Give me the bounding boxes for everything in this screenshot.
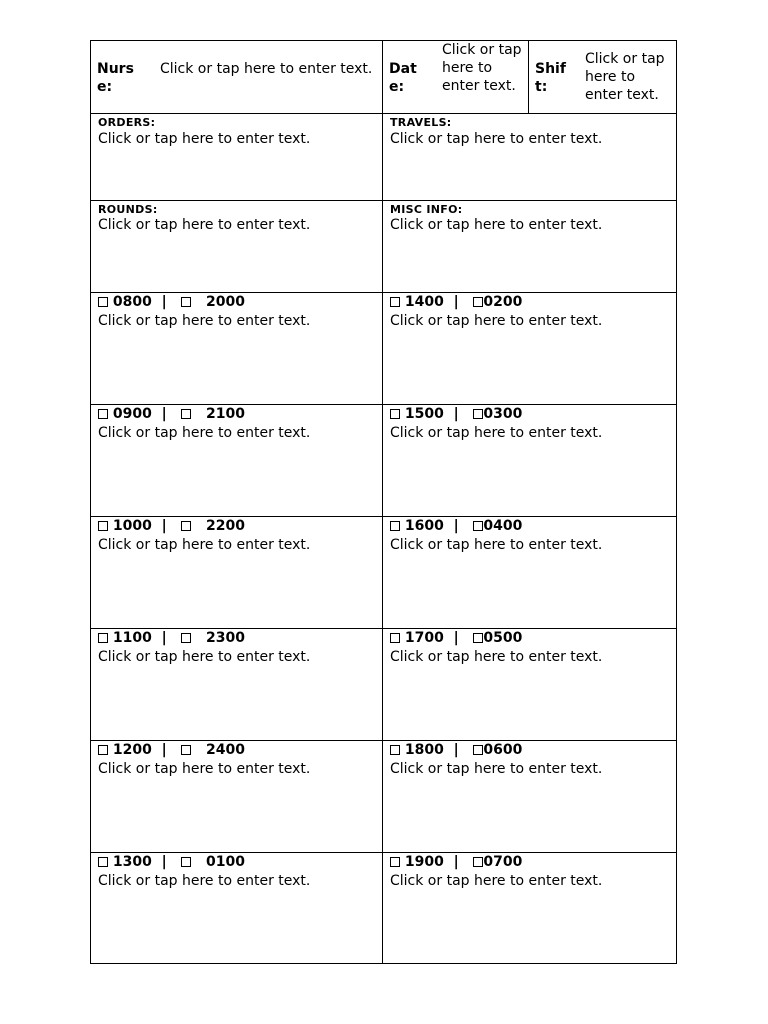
time-label: 1600	[404, 518, 444, 534]
checkbox-right-1-a[interactable]	[390, 409, 400, 419]
time-cell-left-3	[91, 629, 383, 741]
travels-label: TRAVELS:	[390, 116, 452, 129]
time-checkbox-line	[390, 293, 522, 311]
checkbox-right-5-a[interactable]	[390, 857, 400, 867]
time-label: 0300	[483, 406, 523, 422]
checkbox-left-5-b[interactable]	[181, 857, 191, 867]
separator: |	[453, 294, 459, 310]
shift-label: Shift:	[535, 61, 566, 95]
checkbox-right-1-b[interactable]	[473, 409, 483, 419]
nurse-field[interactable]: Click or tap here to enter text.	[160, 61, 373, 77]
time-cell-left-0	[91, 293, 383, 405]
time-entry-field[interactable]: Click or tap here to enter text.	[98, 425, 311, 441]
separator: |	[161, 742, 167, 758]
checkbox-left-4-a[interactable]	[98, 745, 108, 755]
checkbox-left-5-a[interactable]	[98, 857, 108, 867]
checkbox-left-3-b[interactable]	[181, 633, 191, 643]
time-cell-right-5	[383, 853, 677, 965]
time-entry-field[interactable]: Click or tap here to enter text.	[98, 537, 311, 553]
time-checkbox-line	[390, 629, 522, 647]
travels-field[interactable]: Click or tap here to enter text.	[390, 131, 603, 147]
time-cell-left-2	[91, 517, 383, 629]
checkbox-left-2-a[interactable]	[98, 521, 108, 531]
time-entry-field[interactable]: Click or tap here to enter text.	[390, 649, 603, 665]
separator: |	[453, 742, 459, 758]
time-label: 0100	[205, 854, 245, 870]
travels-cell	[383, 114, 677, 201]
shift-field[interactable]: Click or tap here to enter text.	[585, 51, 665, 103]
time-cell-left-1	[91, 405, 383, 517]
separator: |	[453, 854, 459, 870]
rounds-label: ROUNDS:	[98, 203, 158, 216]
time-cell-left-5	[91, 853, 383, 965]
time-cell-left-4	[91, 741, 383, 853]
checkbox-right-2-b[interactable]	[473, 521, 483, 531]
checkbox-left-0-a[interactable]	[98, 297, 108, 307]
time-entry-field[interactable]: Click or tap here to enter text.	[390, 761, 603, 777]
separator: |	[161, 518, 167, 534]
time-label: 2200	[205, 518, 245, 534]
shift-cell	[529, 41, 677, 114]
rounds-cell	[91, 201, 383, 293]
time-label: 2400	[205, 742, 245, 758]
time-label: 1500	[404, 406, 444, 422]
time-entry-field[interactable]: Click or tap here to enter text.	[390, 313, 603, 329]
time-label: 0800	[112, 294, 152, 310]
checkbox-left-1-b[interactable]	[181, 409, 191, 419]
time-entry-field[interactable]: Click or tap here to enter text.	[98, 313, 311, 329]
time-checkbox-line	[98, 853, 245, 871]
time-label: 0500	[483, 630, 523, 646]
separator: |	[453, 518, 459, 534]
orders-label: ORDERS:	[98, 116, 156, 129]
time-cell-right-0	[383, 293, 677, 405]
date-field[interactable]: Click or tap here to enter text.	[442, 42, 522, 94]
checkbox-left-2-b[interactable]	[181, 521, 191, 531]
time-cell-right-4	[383, 741, 677, 853]
rounds-field[interactable]: Click or tap here to enter text.	[98, 217, 311, 233]
time-checkbox-line	[390, 517, 522, 535]
time-checkbox-line	[98, 517, 245, 535]
time-entry-field[interactable]: Click or tap here to enter text.	[98, 649, 311, 665]
checkbox-right-5-b[interactable]	[473, 857, 483, 867]
date-cell	[383, 41, 529, 114]
separator: |	[161, 854, 167, 870]
checkbox-right-4-a[interactable]	[390, 745, 400, 755]
time-checkbox-line	[98, 293, 245, 311]
date-label: Date:	[389, 61, 417, 95]
time-entry-field[interactable]: Click or tap here to enter text.	[98, 761, 311, 777]
time-label: 0700	[483, 854, 523, 870]
time-label: 0600	[483, 742, 523, 758]
misc-info-label: MISC INFO:	[390, 203, 463, 216]
separator: |	[453, 630, 459, 646]
time-checkbox-line	[390, 853, 522, 871]
separator: |	[161, 406, 167, 422]
time-label: 0200	[483, 294, 523, 310]
time-entry-field[interactable]: Click or tap here to enter text.	[98, 873, 311, 889]
checkbox-right-0-b[interactable]	[473, 297, 483, 307]
time-label: 2300	[205, 630, 245, 646]
checkbox-right-0-a[interactable]	[390, 297, 400, 307]
orders-cell	[91, 114, 383, 201]
time-checkbox-line	[390, 405, 522, 423]
checkbox-right-2-a[interactable]	[390, 521, 400, 531]
time-cell-right-2	[383, 517, 677, 629]
checkbox-right-3-a[interactable]	[390, 633, 400, 643]
time-label: 1200	[112, 742, 152, 758]
checkbox-left-3-a[interactable]	[98, 633, 108, 643]
time-checkbox-line	[98, 629, 245, 647]
orders-field[interactable]: Click or tap here to enter text.	[98, 131, 311, 147]
time-label: 1400	[404, 294, 444, 310]
separator: |	[453, 406, 459, 422]
time-label: 1100	[112, 630, 152, 646]
time-entry-field[interactable]: Click or tap here to enter text.	[390, 537, 603, 553]
time-cell-right-3	[383, 629, 677, 741]
time-label: 1800	[404, 742, 444, 758]
checkbox-left-0-b[interactable]	[181, 297, 191, 307]
time-label: 0400	[483, 518, 523, 534]
nurse-cell	[91, 41, 383, 114]
nurse-label: Nurse:	[97, 61, 134, 95]
time-label: 2000	[205, 294, 245, 310]
time-label: 1300	[112, 854, 152, 870]
shift-report-table	[90, 40, 677, 964]
misc-info-cell	[383, 201, 677, 293]
separator: |	[161, 294, 167, 310]
misc-info-field[interactable]: Click or tap here to enter text.	[390, 217, 603, 233]
separator: |	[161, 630, 167, 646]
time-entry-field[interactable]: Click or tap here to enter text.	[390, 873, 603, 889]
time-checkbox-line	[98, 741, 245, 759]
checkbox-right-3-b[interactable]	[473, 633, 483, 643]
checkbox-left-1-a[interactable]	[98, 409, 108, 419]
time-label: 1000	[112, 518, 152, 534]
time-cell-right-1	[383, 405, 677, 517]
checkbox-left-4-b[interactable]	[181, 745, 191, 755]
time-label: 0900	[112, 406, 152, 422]
time-entry-field[interactable]: Click or tap here to enter text.	[390, 425, 603, 441]
time-checkbox-line	[390, 741, 522, 759]
time-checkbox-line	[98, 405, 245, 423]
time-label: 2100	[205, 406, 245, 422]
time-label: 1700	[404, 630, 444, 646]
time-label: 1900	[404, 854, 444, 870]
checkbox-right-4-b[interactable]	[473, 745, 483, 755]
